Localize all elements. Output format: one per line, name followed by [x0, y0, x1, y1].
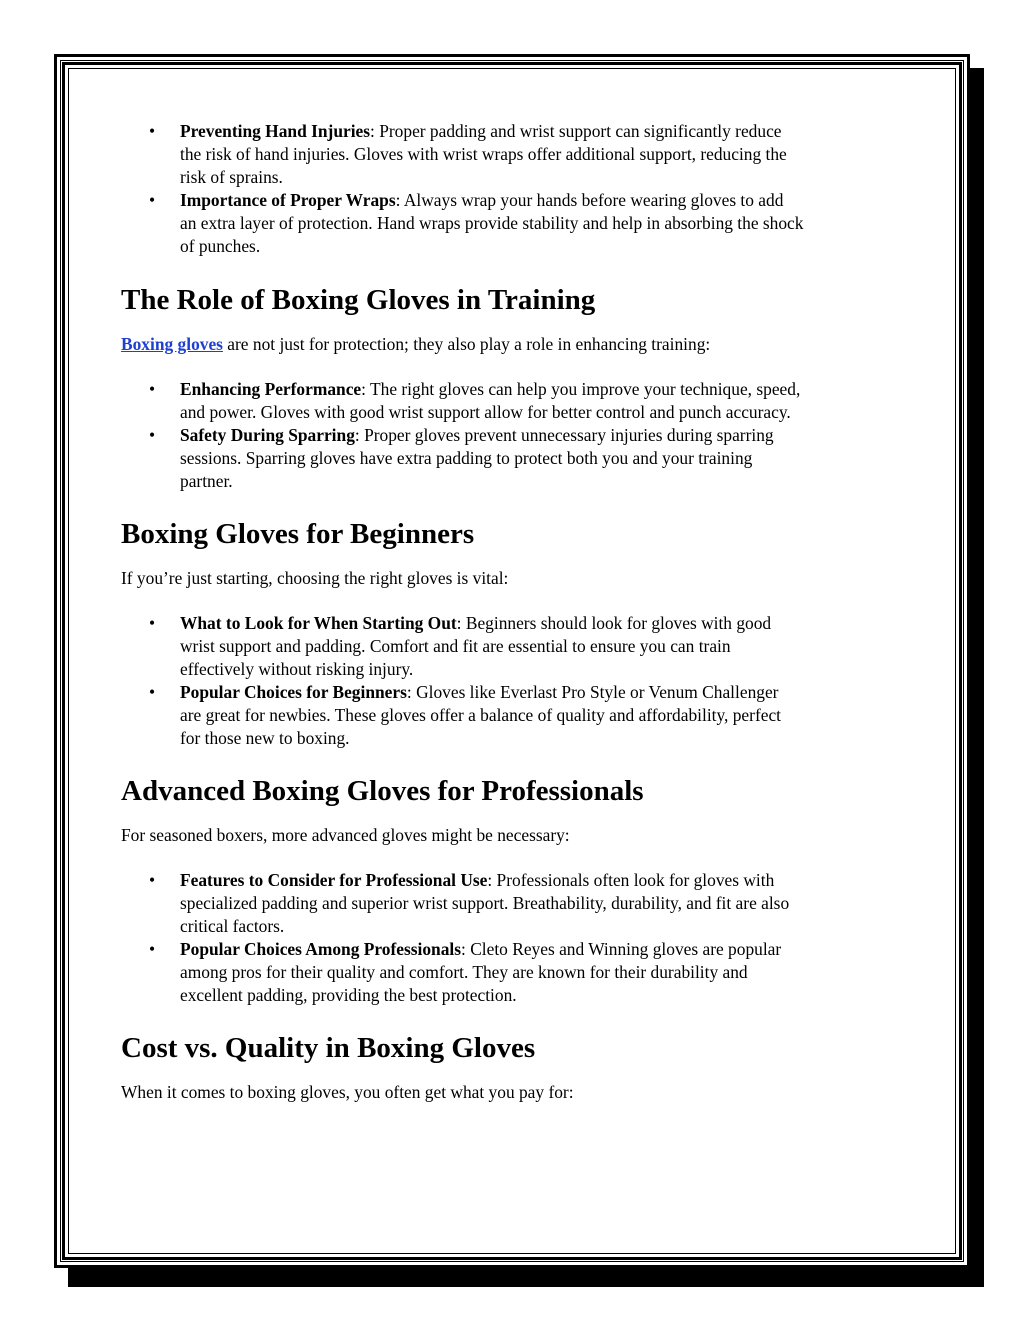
bullet-text: the risk of hand injuries. Gloves with wrist wraps offer additional support, reducing the: [180, 144, 787, 164]
section-heading-training: The Role of Boxing Gloves in Training: [121, 284, 596, 316]
section-intro-cost: When it comes to boxing gloves, you often get what you pay for:: [121, 1082, 574, 1102]
professionals-bullet-list: [121, 869, 911, 1007]
bullet-text: : The right gloves can help you improve your technique, speed,: [361, 379, 801, 399]
intro-bullet-list: [121, 120, 911, 258]
section-heading-professionals: Advanced Boxing Gloves for Professionals: [121, 775, 644, 807]
list-item: [180, 189, 911, 258]
bullet-text: : Beginners should look for gloves with good: [456, 613, 772, 633]
bullet-text: : Always wrap your hands before wearing gloves to add: [395, 190, 784, 210]
list-item: [180, 424, 911, 493]
list-item: [180, 869, 911, 938]
section-intro-professionals: For seasoned boxers, more advanced gloves might be necessary:: [121, 825, 570, 845]
list-item: [180, 120, 911, 189]
bullet-term: Enhancing Performance: [180, 379, 362, 399]
bullet-term: Preventing Hand Injuries: [180, 121, 371, 141]
training-bullet-list: [121, 378, 911, 493]
list-item: [180, 378, 911, 424]
bullet-text: partner.: [180, 471, 233, 491]
section-intro-training: [121, 333, 911, 356]
bullet-text: : Gloves like Everlast Pro Style or Venum Challenger: [406, 682, 779, 702]
bullet-text: : Proper gloves prevent unnecessary injuries during sparring: [354, 425, 774, 445]
section-heading-cost: Cost vs. Quality in Boxing Gloves: [121, 1032, 536, 1064]
document-body: [121, 118, 911, 1104]
bullet-text: effectively without risking injury.: [180, 659, 414, 679]
bullet-text: excellent padding, providing the best protection.: [180, 985, 517, 1005]
bullet-term: Popular Choices for Beginners: [180, 682, 407, 702]
section-heading-beginners: Boxing Gloves for Beginners: [121, 518, 475, 550]
bullet-term: Importance of Proper Wraps: [180, 190, 396, 210]
intro-text: are not just for protection; they also play a role in enhancing training:: [222, 334, 711, 354]
bullet-text: risk of sprains.: [180, 167, 283, 187]
bullet-text: for those new to boxing.: [180, 728, 350, 748]
bullet-text: among pros for their quality and comfort. They are known for their durability and: [180, 962, 748, 982]
bullet-text: an extra layer of protection. Hand wraps provide stability and help in absorbing the shock: [180, 213, 804, 233]
bullet-text: : Professionals often look for gloves with: [487, 870, 775, 890]
beginners-bullet-list: [121, 612, 911, 750]
bullet-text: : Cleto Reyes and Winning gloves are popular: [461, 939, 782, 959]
bullet-text: and power. Gloves with good wrist support allow for better control and punch accuracy.: [180, 402, 791, 422]
bullet-text: : Proper padding and wrist support can significantly reduce: [370, 121, 782, 141]
list-item: [180, 938, 911, 1007]
list-item: [180, 612, 911, 681]
bullet-text: are great for newbies. These gloves offer a balance of quality and affordability, perfect: [180, 705, 782, 725]
list-item: [180, 681, 911, 750]
bullet-text: specialized padding and superior wrist support. Breathability, durability, and fit are also: [180, 893, 790, 913]
section-intro-beginners: If you’re just starting, choosing the right gloves is vital:: [121, 568, 509, 588]
bullet-term: Features to Consider for Professional Use: [180, 870, 488, 890]
bullet-text: wrist support and padding. Comfort and fit are essential to ensure you can train: [180, 636, 731, 656]
bullet-term: What to Look for When Starting Out: [180, 613, 457, 633]
bullet-text: of punches.: [180, 236, 261, 256]
bullet-term: Safety During Sparring: [180, 425, 355, 445]
boxing-gloves-link[interactable]: Boxing gloves: [121, 334, 223, 354]
bullet-term: Popular Choices Among Professionals: [180, 939, 462, 959]
bullet-text: sessions. Sparring gloves have extra padding to protect both you and your training: [180, 448, 753, 468]
bullet-text: critical factors.: [180, 916, 285, 936]
